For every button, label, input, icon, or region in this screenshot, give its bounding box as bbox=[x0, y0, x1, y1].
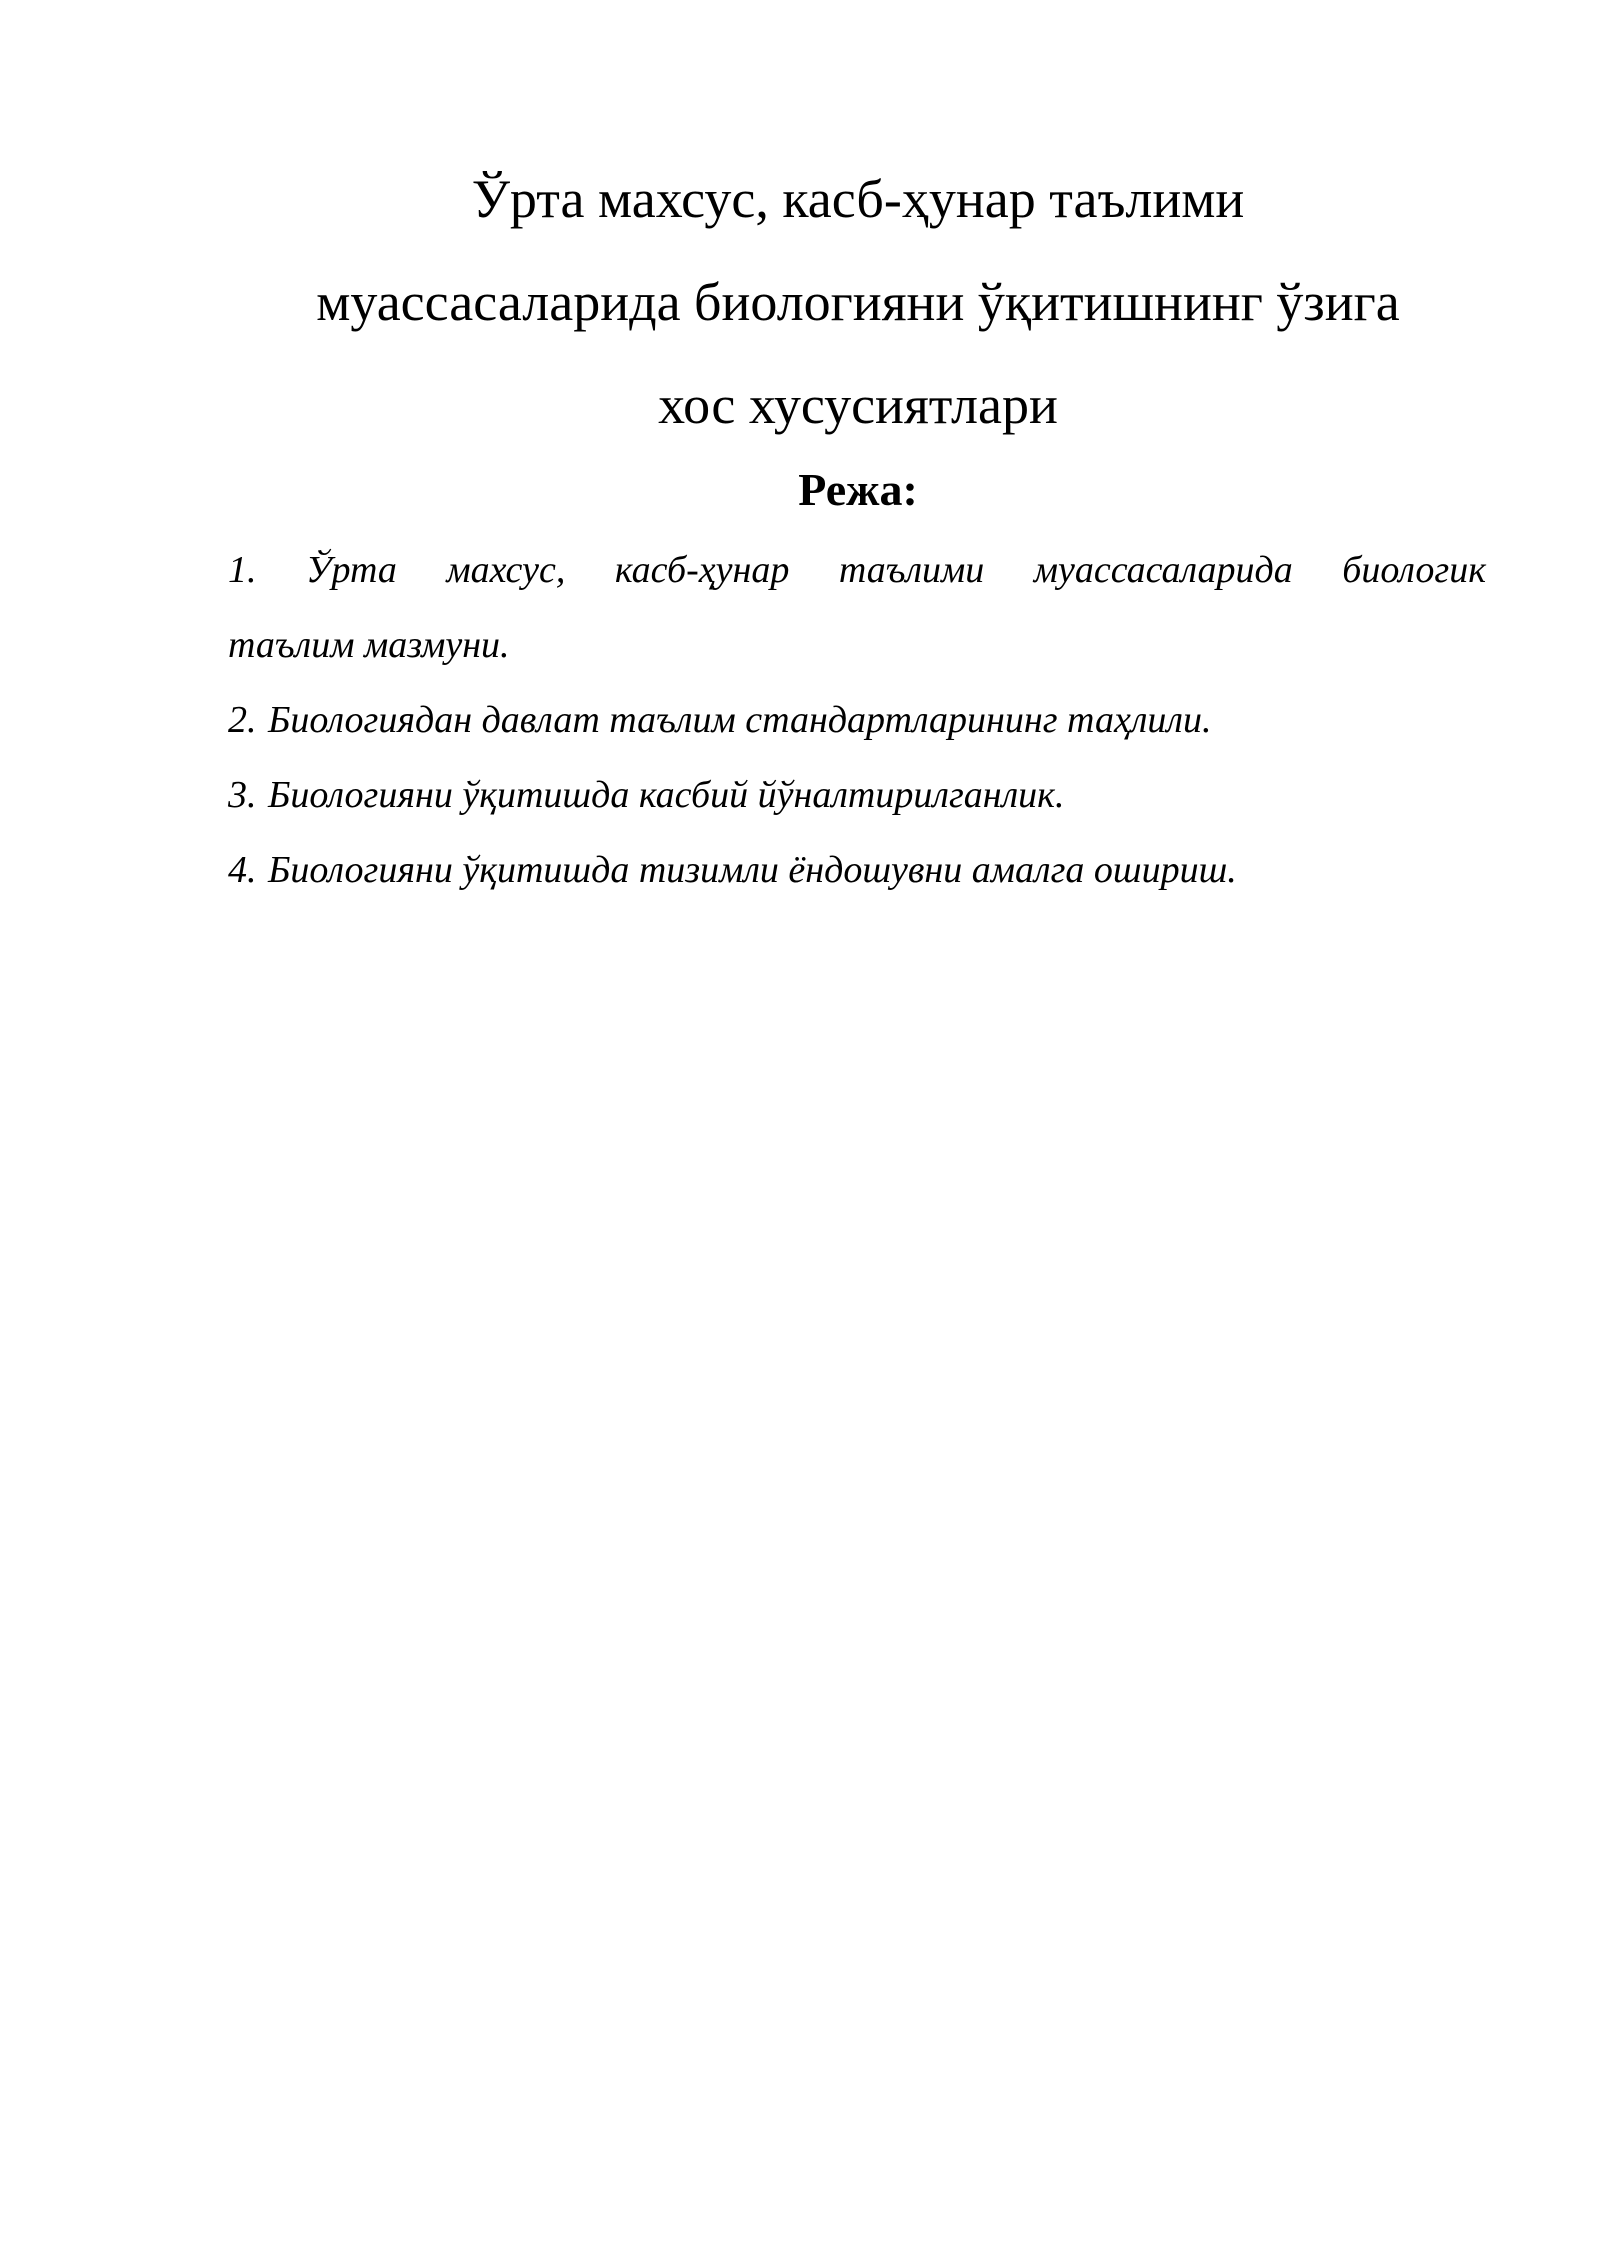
plan-item-2 bbox=[228, 683, 1486, 758]
plan-item-1-line-1 bbox=[228, 533, 1486, 608]
plan-item-number: 2. bbox=[228, 699, 257, 741]
plan-item-text: Биологияни ўқитишда касбий йўналтирилганлик. bbox=[268, 774, 1065, 816]
plan-item-number: 1. bbox=[228, 549, 257, 591]
plan-heading: Режа: bbox=[798, 464, 918, 515]
title-line-1: Ўрта махсус, касб-ҳунар таълими bbox=[471, 169, 1245, 229]
plan-list bbox=[228, 533, 1486, 908]
plan-item-number: 4. bbox=[228, 849, 257, 891]
plan-item-4 bbox=[228, 833, 1486, 908]
title-line-3: хос хусусиятлари bbox=[658, 375, 1058, 435]
plan-item-text: Ўрта махсус, касб-ҳунар таълими муассасаларида биологик bbox=[305, 549, 1486, 591]
plan-item-text: Биологиядан давлат таълим стандартларининг таҳлили. bbox=[268, 699, 1212, 741]
plan-item-text: Биологияни ўқитишда тизимли ёндошувни амалга ошириш. bbox=[268, 849, 1237, 891]
title-line-2: муассасаларида биологияни ўқитишнинг ўзига bbox=[316, 272, 1400, 332]
plan-item-number: 3. bbox=[228, 774, 257, 816]
plan-item-1 bbox=[228, 533, 1486, 683]
plan-item-3 bbox=[228, 758, 1486, 833]
plan-item-1-line-2: таълим мазмуни. bbox=[228, 624, 510, 666]
document-title bbox=[228, 148, 1488, 457]
